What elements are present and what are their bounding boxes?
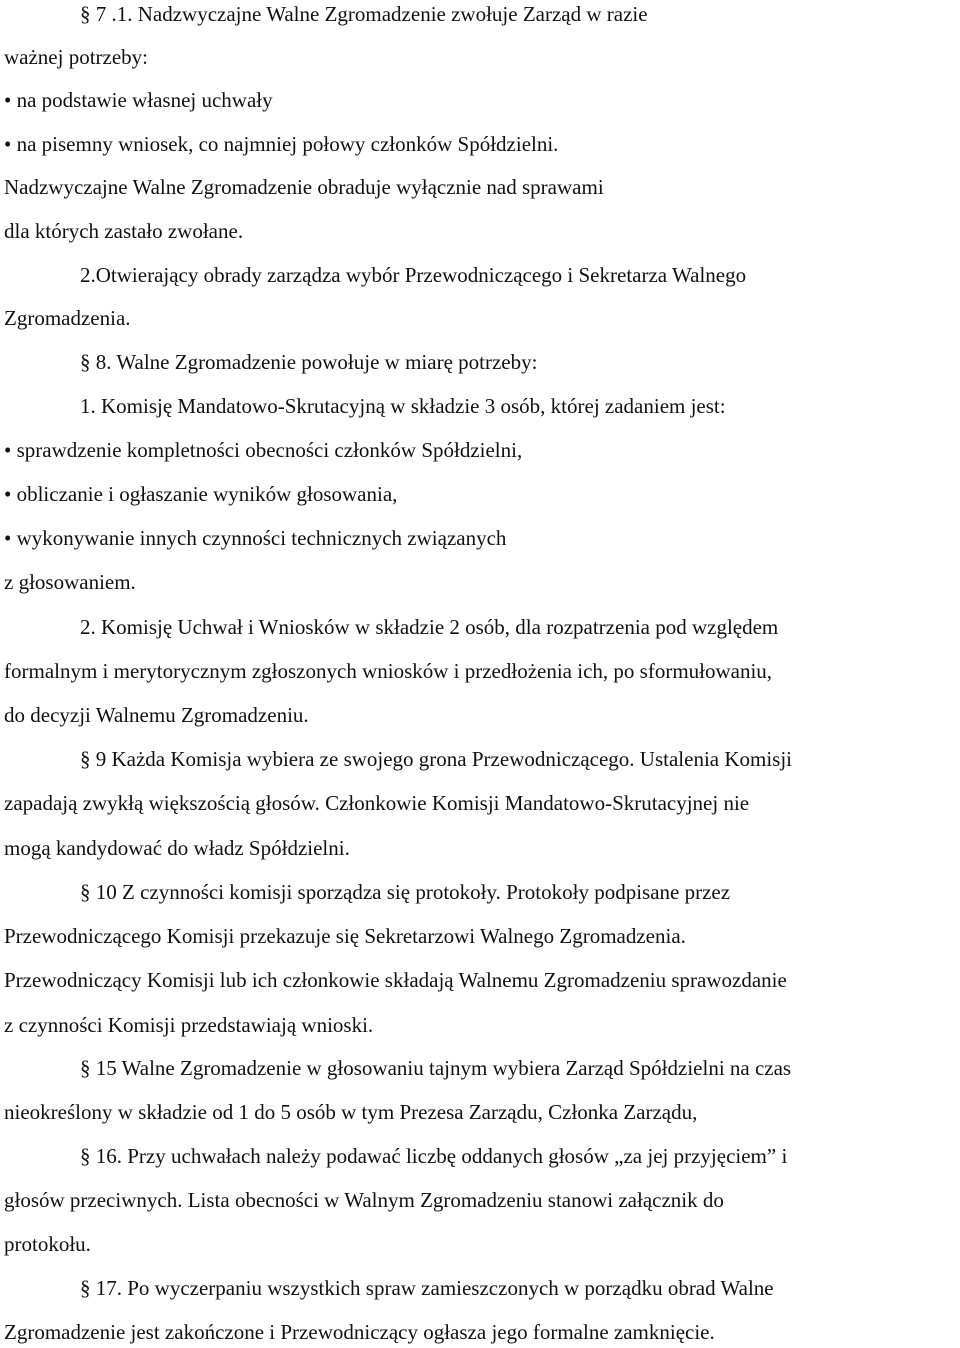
paragraph-line: zapadają zwykłą większością głosów. Członkowie Komisji Mandatowo-Skrutacyjnej nie (4, 791, 750, 815)
paragraph-line: mogą kandydować do władz Spółdzielni. (4, 836, 350, 860)
list-item: • na podstawie własnej uchwały (4, 88, 273, 112)
list-item: • obliczanie i ogłaszanie wyników głosowania, (4, 482, 398, 506)
list-item: • sprawdzenie kompletności obecności członków Spółdzielni, (4, 438, 523, 462)
paragraph-7-line-1: § 7 .1. Nadzwyczajne Walne Zgromadzenie zwołuje Zarząd w razie (80, 2, 648, 26)
paragraph-line: z czynności Komisji przedstawiają wnioski. (4, 1013, 374, 1037)
paragraph-line: z głosowaniem. (4, 570, 136, 594)
paragraph-line: 2. Komisję Uchwał i Wniosków w składzie 2 osób, dla rozpatrzenia pod względem (80, 615, 779, 639)
list-item: • na pisemny wniosek, co najmniej połowy członków Spółdzielni. (4, 132, 559, 156)
paragraph-line: formalnym i merytorycznym zgłoszonych wniosków i przedłożenia ich, po sformułowaniu, (4, 659, 773, 683)
paragraph-line: 2.Otwierający obrady zarządza wybór Przewodniczącego i Sekretarza Walnego (80, 263, 747, 287)
paragraph-7-line-2: ważnej potrzeby: (4, 45, 149, 69)
paragraph-line: Zgromadzenie jest zakończone i Przewodniczący ogłasza jego formalne zamknięcie. (4, 1320, 715, 1344)
paragraph-line: protokołu. (4, 1232, 91, 1256)
paragraph-16-line-1: § 16. Przy uchwałach należy podawać liczbę oddanych głosów „za jej przyjęciem” i (80, 1144, 788, 1168)
paragraph-line: nieokreślony w składzie od 1 do 5 osób w tym Prezesa Zarządu, Członka Zarządu, (4, 1100, 698, 1124)
paragraph-line: do decyzji Walnemu Zgromadzeniu. (4, 703, 309, 727)
paragraph-line: dla których zastało zwołane. (4, 219, 244, 243)
list-item: • wykonywanie innych czynności technicznych związanych (4, 526, 507, 550)
paragraph-line: Zgromadzenia. (4, 306, 131, 330)
paragraph-10-line-1: § 10 Z czynności komisji sporządza się protokoły. Protokoły podpisane przez (80, 880, 731, 904)
paragraph-9-line-1: § 9 Każda Komisja wybiera ze swojego grona Przewodniczącego. Ustalenia Komisji (80, 747, 793, 771)
paragraph-8-heading: § 8. Walne Zgromadzenie powołuje w miarę potrzeby: (80, 350, 538, 374)
paragraph-line: głosów przeciwnych. Lista obecności w Walnym Zgromadzeniu stanowi załącznik do (4, 1188, 724, 1212)
paragraph-line: Przewodniczącego Komisji przekazuje się Sekretarzowi Walnego Zgromadzenia. (4, 924, 686, 948)
paragraph-17-line-1: § 17. Po wyczerpaniu wszystkich spraw zamieszczonych w porządku obrad Walne (80, 1276, 774, 1300)
paragraph-line: 1. Komisję Mandatowo-Skrutacyjną w składzie 3 osób, której zadaniem jest: (80, 394, 726, 418)
paragraph-line: Nadzwyczajne Walne Zgromadzenie obraduje wyłącznie nad sprawami (4, 175, 604, 199)
paragraph-15-line-1: § 15 Walne Zgromadzenie w głosowaniu tajnym wybiera Zarząd Spółdzielni na czas (80, 1056, 792, 1080)
paragraph-line: Przewodniczący Komisji lub ich członkowie składają Walnemu Zgromadzeniu sprawozdanie (4, 968, 787, 992)
